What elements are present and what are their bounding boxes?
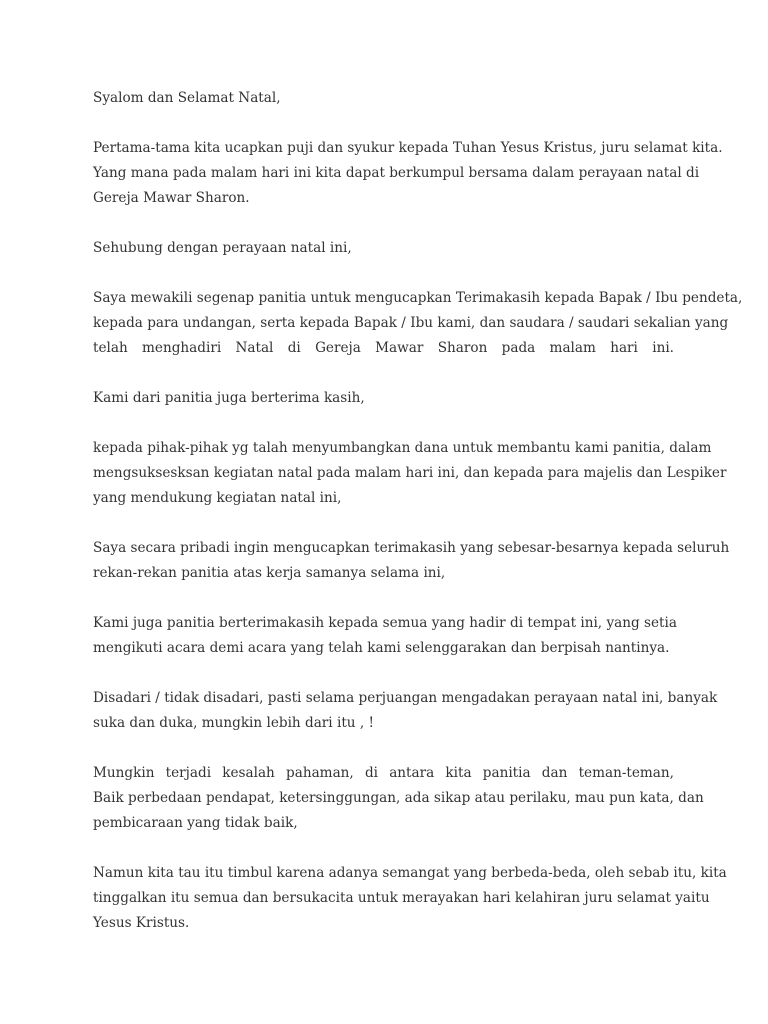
paragraph-line: kepada para undangan, serta kepada Bapak / Ibu kami, dan saudara / saudari sekalian yang: [93, 315, 729, 331]
paragraph-line: pembicaraan yang tidak baik,: [93, 815, 298, 831]
paragraph-line: kepada pihak-pihak yg talah menyumbangkan dana untuk membantu kami panitia, dalam: [93, 440, 712, 456]
paragraph-line: Disadari / tidak disadari, pasti selama perjuangan mengadakan perayaan natal ini, banyak: [93, 690, 718, 706]
paragraph-line: telah menghadiri Natal di Gereja Mawar Sharon pada malam hari ini.: [93, 340, 674, 356]
paragraph-line: suka dan duka, mungkin lebih dari itu , !: [93, 715, 374, 731]
paragraph-line: Baik perbedaan pendapat, ketersinggungan, ada sikap atau perilaku, mau pun kata, dan: [93, 790, 704, 806]
paragraph-line: mengsuksesksan kegiatan natal pada malam hari ini, dan kepada para majelis dan Lespiker: [93, 465, 727, 481]
paragraph-line: Yang mana pada malam hari ini kita dapat berkumpul bersama dalam perayaan natal di: [93, 165, 700, 181]
paragraph-line: rekan-rekan panitia atas kerja samanya selama ini,: [93, 565, 446, 581]
paragraph: [93, 536, 730, 586]
paragraph: [93, 436, 727, 511]
paragraph: [93, 611, 677, 661]
paragraph: [93, 286, 743, 361]
paragraph-line: mengikuti acara demi acara yang telah kami selenggarakan dan berpisah nantinya.: [93, 640, 670, 656]
paragraph-line: Pertama-tama kita ucapkan puji dan syukur kepada Tuhan Yesus Kristus, juru selamat kita.: [93, 140, 723, 156]
paragraph-line: Gereja Mawar Sharon.: [93, 190, 250, 206]
paragraph-line: Namun kita tau itu timbul karena adanya semangat yang berbeda-beda, oleh sebab itu, kita: [93, 865, 727, 881]
paragraph: [93, 686, 718, 736]
paragraph: [93, 86, 674, 111]
paragraph: [93, 386, 674, 411]
paragraph-line: yang mendukung kegiatan natal ini,: [93, 490, 342, 506]
document-body: [93, 86, 743, 936]
paragraph-line: tinggalkan itu semua dan bersukacita untuk merayakan hari kelahiran juru selamat yaitu: [93, 890, 710, 906]
paragraph-line: Kami juga panitia berterimakasih kepada semua yang hadir di tempat ini, yang setia: [93, 615, 677, 631]
paragraph-line: Yesus Kristus.: [93, 915, 190, 931]
paragraph: [93, 236, 674, 261]
paragraph-line: Mungkin terjadi kesalah pahaman, di antara kita panitia dan teman-teman,: [93, 765, 674, 781]
paragraph-line: Saya mewakili segenap panitia untuk mengucapkan Terimakasih kepada Bapak / Ibu pendeta,: [93, 290, 743, 306]
paragraph: [93, 861, 727, 936]
paragraph-line: Saya secara pribadi ingin mengucapkan terimakasih yang sebesar-besarnya kepada seluruh: [93, 540, 730, 556]
paragraph: [93, 136, 723, 211]
paragraph: [93, 761, 704, 836]
paragraph-line: Syalom dan Selamat Natal,: [93, 90, 281, 106]
paragraph-line: Kami dari panitia juga berterima kasih,: [93, 390, 365, 406]
paragraph-line: Sehubung dengan perayaan natal ini,: [93, 240, 352, 256]
